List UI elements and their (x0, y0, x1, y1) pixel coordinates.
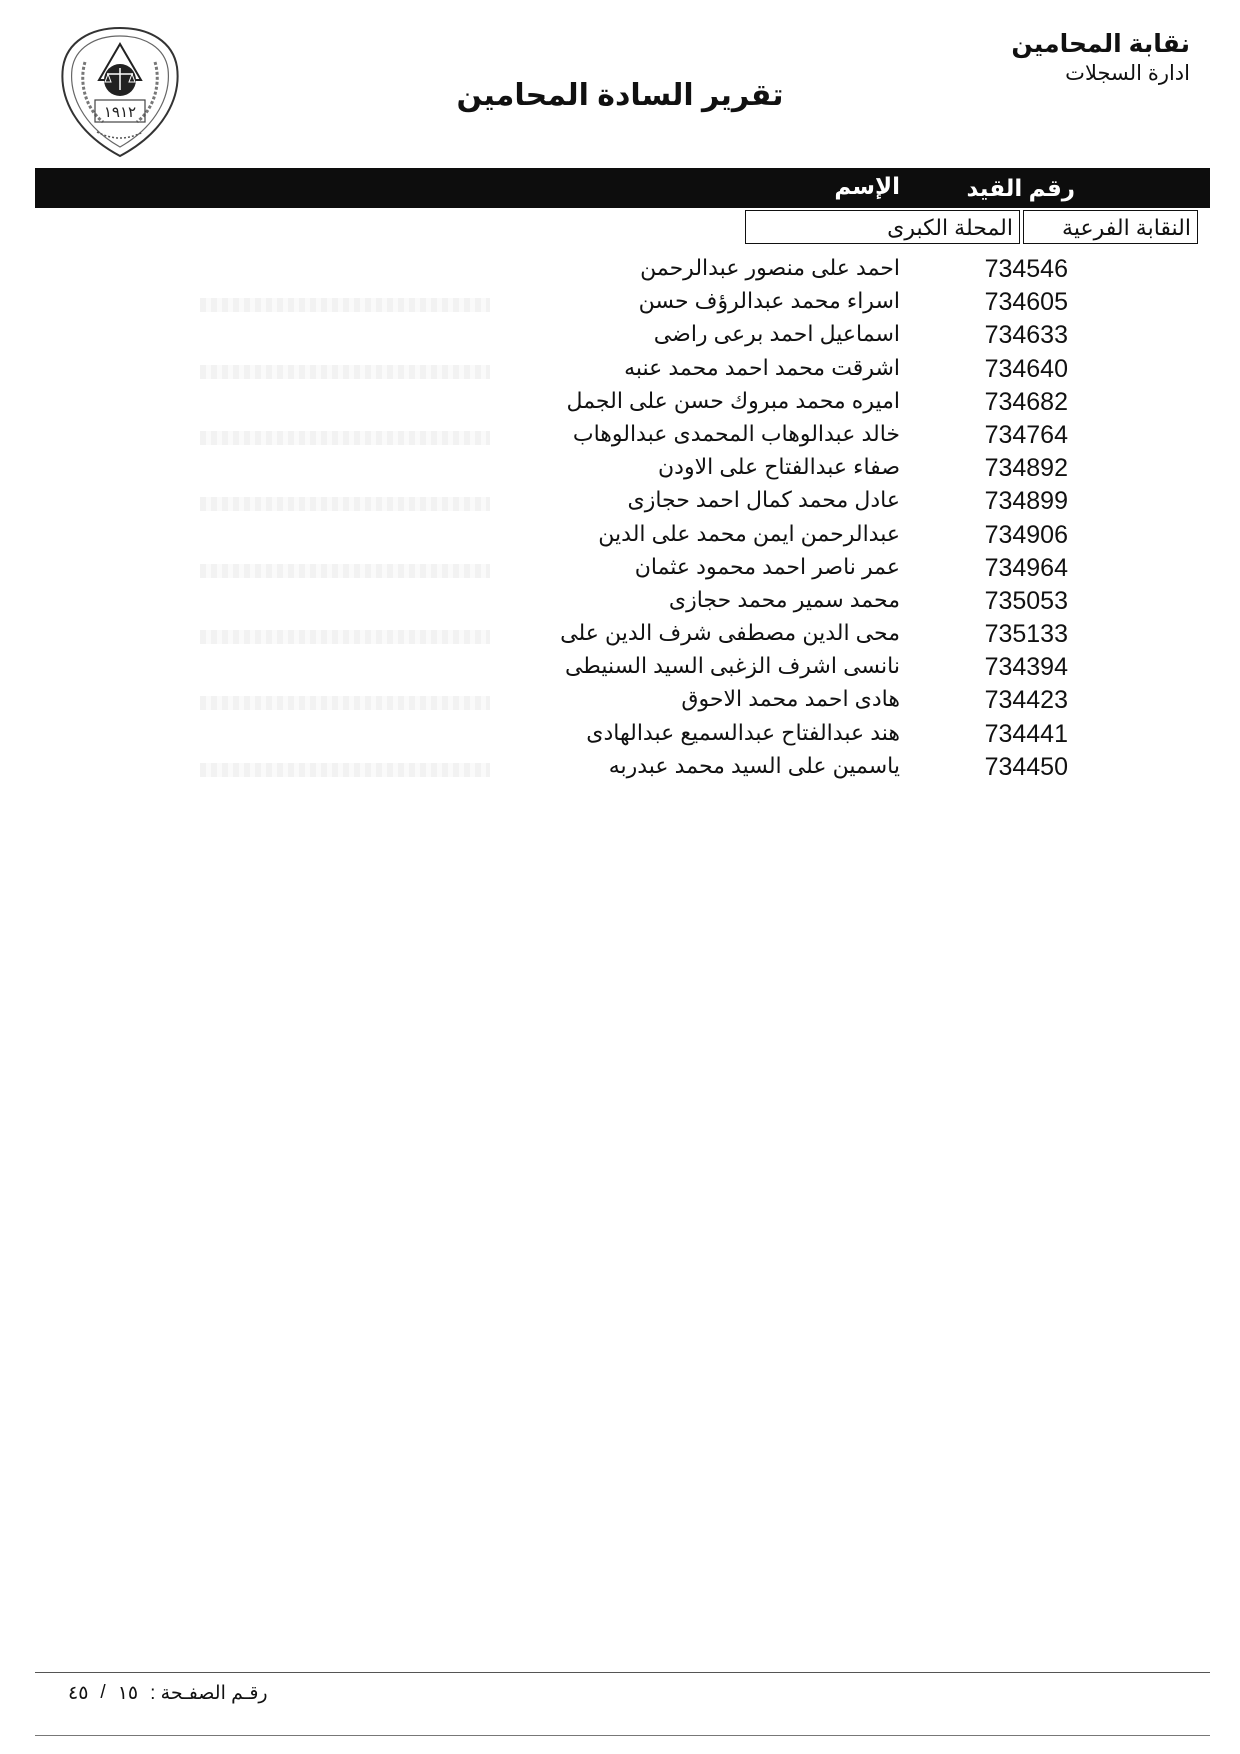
lawyer-name: اسراء محمد عبدالرؤف حسن (638, 288, 900, 314)
bar-association-seal-logo (55, 22, 185, 162)
registration-number: 734394 (984, 653, 1068, 682)
lawyer-name: اميره محمد مبروك حسن على الجمل (566, 387, 900, 413)
list-item (0, 253, 1240, 286)
list-item (0, 485, 1240, 518)
show-through-smudge (200, 365, 490, 379)
page-number-label: رقـم الصفـحة : (150, 1683, 268, 1704)
seal-year: ١٩١٢ (103, 103, 137, 121)
lawyer-name: خالد عبدالوهاب المحمدى عبدالوهاب (572, 420, 900, 446)
page-number (68, 1682, 268, 1705)
organization-header (1011, 28, 1190, 88)
column-header-registration: رقم القيد (966, 175, 1075, 201)
list-item (0, 519, 1240, 552)
registration-number: 734899 (984, 487, 1068, 516)
page-current: ١٥ (117, 1683, 139, 1704)
records-list (0, 253, 1240, 784)
list-item (0, 585, 1240, 618)
list-item (0, 552, 1240, 585)
registration-number: 734682 (984, 387, 1068, 416)
page-total: ٤٥ (68, 1683, 89, 1704)
column-header-name (630, 173, 900, 200)
registration-number: 734906 (984, 520, 1068, 549)
lawyer-name: اسماعيل احمد برعى راضى (653, 321, 900, 347)
registration-number: 734423 (984, 686, 1068, 715)
lawyer-name: ياسمين على السيد محمد عبدربه (608, 752, 900, 778)
lawyer-name: نانسى اشرف الزغبى السيد السنيطى (564, 653, 900, 679)
show-through-smudge (200, 696, 490, 710)
report-title: تقرير السادة المحامين (456, 79, 784, 112)
page-separator: / (100, 1682, 106, 1703)
show-through-smudge (200, 630, 490, 644)
registration-number: 734892 (984, 454, 1068, 483)
registration-number: 734605 (984, 288, 1068, 317)
lawyer-name: هند عبدالفتاح عبدالسميع عبدالهادى (586, 719, 900, 745)
list-item (0, 419, 1240, 452)
branch-label: النقابة الفرعية (1023, 210, 1198, 244)
table-header-bar (35, 168, 1210, 208)
list-item (0, 751, 1240, 784)
registration-number: 734640 (984, 354, 1068, 383)
show-through-smudge (200, 431, 490, 445)
branch-value: المحلة الكبرى (745, 210, 1020, 244)
lawyer-name: هادى احمد محمد الاحوق (681, 686, 900, 712)
branch-filter-row (745, 210, 1198, 246)
lawyer-name: عبدالرحمن ايمن محمد على الدين (598, 520, 900, 546)
lawyer-name: عمر ناصر احمد محمود عثمان (634, 553, 900, 579)
show-through-smudge (200, 298, 490, 312)
list-item (0, 319, 1240, 352)
organization-name: نقابة المحامين (1011, 30, 1190, 58)
list-item (0, 684, 1240, 717)
show-through-smudge (200, 763, 490, 777)
lawyer-name: صفاء عبدالفتاح على الاودن (658, 454, 900, 480)
lawyer-name: محى الدين مصطفى شرف الدين على (560, 620, 900, 646)
list-item (0, 353, 1240, 386)
registration-number: 734450 (984, 752, 1068, 781)
registration-number: 734764 (984, 420, 1068, 449)
lawyer-name: اشرقت محمد احمد محمد عنبه (624, 354, 900, 380)
show-through-smudge (200, 564, 490, 578)
registration-number: 734441 (984, 719, 1068, 748)
list-item (0, 618, 1240, 651)
footer-divider (35, 1672, 1210, 1673)
registration-number: 735053 (984, 586, 1068, 615)
bottom-divider (35, 1735, 1210, 1736)
registration-number: 735133 (984, 620, 1068, 649)
list-item (0, 386, 1240, 419)
registration-number: 734964 (984, 553, 1068, 582)
lawyer-name: احمد على منصور عبدالرحمن (640, 255, 900, 280)
list-item (0, 718, 1240, 751)
column-header-name-text: الإسم (834, 173, 900, 199)
list-item (0, 286, 1240, 319)
list-item (0, 651, 1240, 684)
department-name: ادارة السجلات (1065, 62, 1190, 85)
lawyer-name: محمد سمير محمد حجازى (668, 586, 900, 612)
registration-number: 734633 (984, 321, 1068, 350)
registration-number: 734546 (984, 255, 1068, 283)
show-through-smudge (200, 497, 490, 511)
lawyer-name: عادل محمد كمال احمد حجازى (627, 487, 900, 513)
list-item (0, 452, 1240, 485)
